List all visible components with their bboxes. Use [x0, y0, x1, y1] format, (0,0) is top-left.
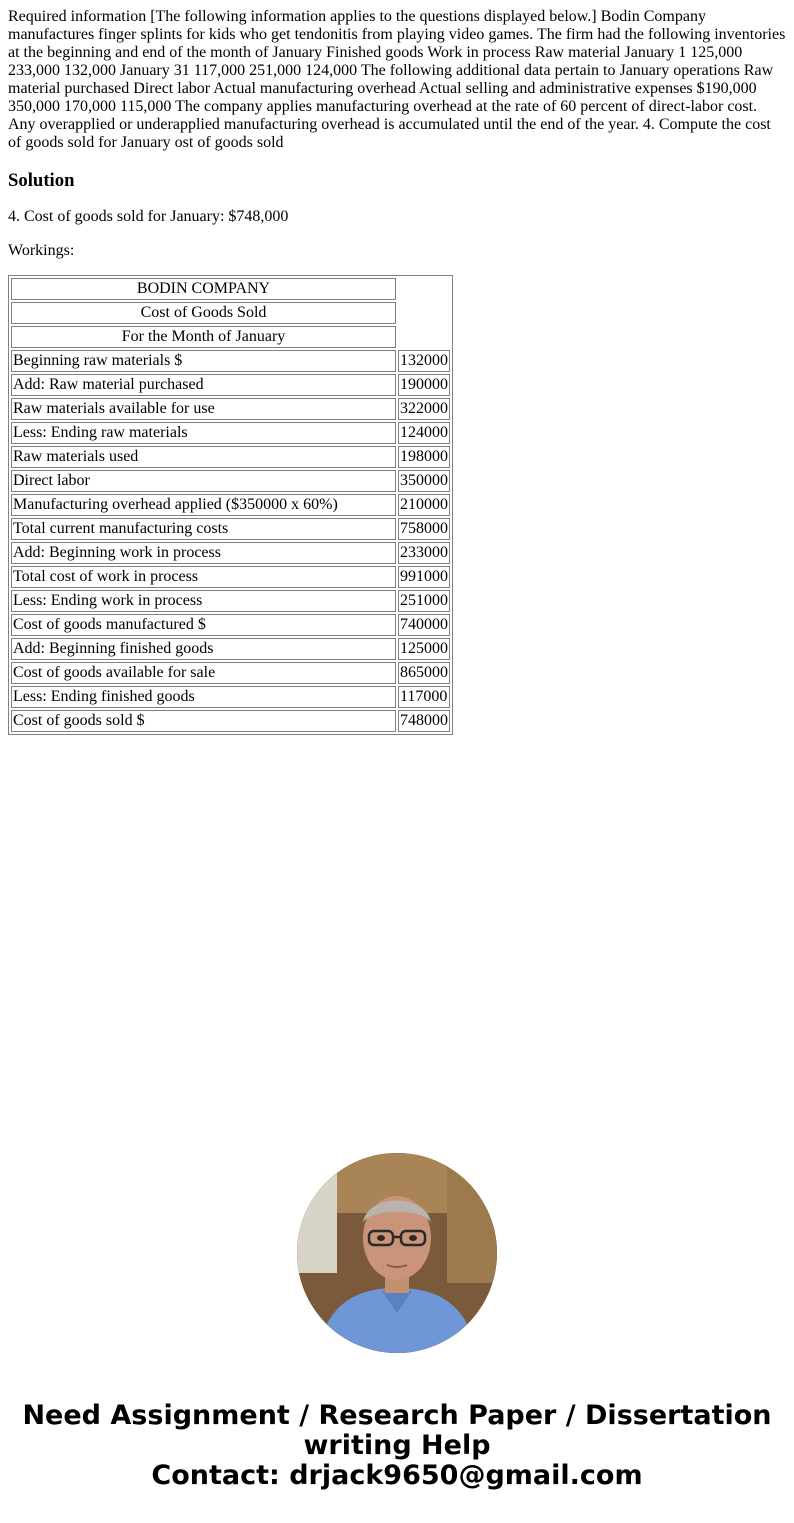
table-row	[11, 374, 450, 396]
row-label: Direct labor	[11, 470, 396, 492]
table-row	[11, 686, 450, 708]
row-label: Raw materials available for use	[11, 398, 396, 420]
row-label: Total current manufacturing costs	[11, 518, 396, 540]
row-value: 198000	[398, 446, 450, 468]
table-row	[11, 590, 450, 612]
row-value: 117000	[398, 686, 450, 708]
row-label: Cost of goods manufactured $	[11, 614, 396, 636]
table-row	[11, 470, 450, 492]
row-label: Add: Raw material purchased	[11, 374, 396, 396]
row-label: Cost of goods available for sale	[11, 662, 396, 684]
row-value: 251000	[398, 590, 450, 612]
row-label: Total cost of work in process	[11, 566, 396, 588]
table-header-title: Cost of Goods Sold	[11, 302, 396, 324]
table-row	[11, 398, 450, 420]
row-value: 865000	[398, 662, 450, 684]
row-value: 233000	[398, 542, 450, 564]
row-label: Add: Beginning finished goods	[11, 638, 396, 660]
row-label: Less: Ending raw materials	[11, 422, 396, 444]
cost-of-goods-sold-table	[8, 275, 453, 735]
row-value: 210000	[398, 494, 450, 516]
promo-line-3: Contact: drjack9650@gmail.com	[151, 1460, 643, 1491]
promo-banner	[0, 1153, 794, 1491]
table-row	[11, 662, 450, 684]
row-value: 740000	[398, 614, 450, 636]
row-value: 125000	[398, 638, 450, 660]
table-header-row	[11, 302, 450, 324]
table-row	[11, 638, 450, 660]
table-row	[11, 614, 450, 636]
table-header-period: For the Month of January	[11, 326, 396, 348]
row-label: Cost of goods sold $	[11, 710, 396, 732]
row-label: Manufacturing overhead applied ($350000 x 60%)	[11, 494, 396, 516]
row-value: 322000	[398, 398, 450, 420]
table-row	[11, 710, 450, 732]
table-row	[11, 494, 450, 516]
row-label: Less: Ending work in process	[11, 590, 396, 612]
table-header-row	[11, 278, 450, 300]
question-text: Required information [The following information applies to the questions displayed below.] Bodin Company manufactures finger splints for kids who get tendonitis from playing video games. The firm had the following inventories at the beginning and end of the month of January Finished goods Work in process Raw material January 1 125,000 233,000 132,000 January 31 117,000 251,000 124,000 The following additional data pertain to January operations Raw material purchased Direct labor Actual manufacturing overhead Actual selling and administrative expenses $190,000 350,000 170,000 115,000 The company applies manufacturing overhead at the rate of 60 percent of direct-labor cost. Any overapplied or underapplied manufacturing overhead is accumulated until the end of the year. 4. Compute the cost of goods sold for January ost of goods sold	[8, 8, 786, 151]
row-label: Raw materials used	[11, 446, 396, 468]
row-label: Add: Beginning work in process	[11, 542, 396, 564]
promo-line-2: writing Help	[303, 1430, 491, 1461]
table-row	[11, 350, 450, 372]
row-value: 758000	[398, 518, 450, 540]
row-value: 748000	[398, 710, 450, 732]
row-value: 350000	[398, 470, 450, 492]
table-row	[11, 422, 450, 444]
table-row	[11, 446, 450, 468]
row-value: 124000	[398, 422, 450, 444]
table-row	[11, 518, 450, 540]
row-value: 132000	[398, 350, 450, 372]
row-label: Beginning raw materials $	[11, 350, 396, 372]
table-header-row	[11, 326, 450, 348]
row-label: Less: Ending finished goods	[11, 686, 396, 708]
row-value: 190000	[398, 374, 450, 396]
table-row	[11, 542, 450, 564]
table-row	[11, 566, 450, 588]
row-value: 991000	[398, 566, 450, 588]
avatar-portrait	[297, 1153, 497, 1353]
promo-text	[0, 1401, 794, 1491]
solution-heading: Solution	[8, 170, 75, 191]
table-header-company: BODIN COMPANY	[11, 278, 396, 300]
workings-label: Workings:	[8, 242, 75, 259]
answer-text: 4. Cost of goods sold for January: $748,000	[8, 208, 289, 225]
promo-line-1: Need Assignment / Research Paper / Dissertation	[22, 1400, 772, 1431]
document-body	[0, 0, 794, 735]
avatar	[297, 1153, 497, 1353]
